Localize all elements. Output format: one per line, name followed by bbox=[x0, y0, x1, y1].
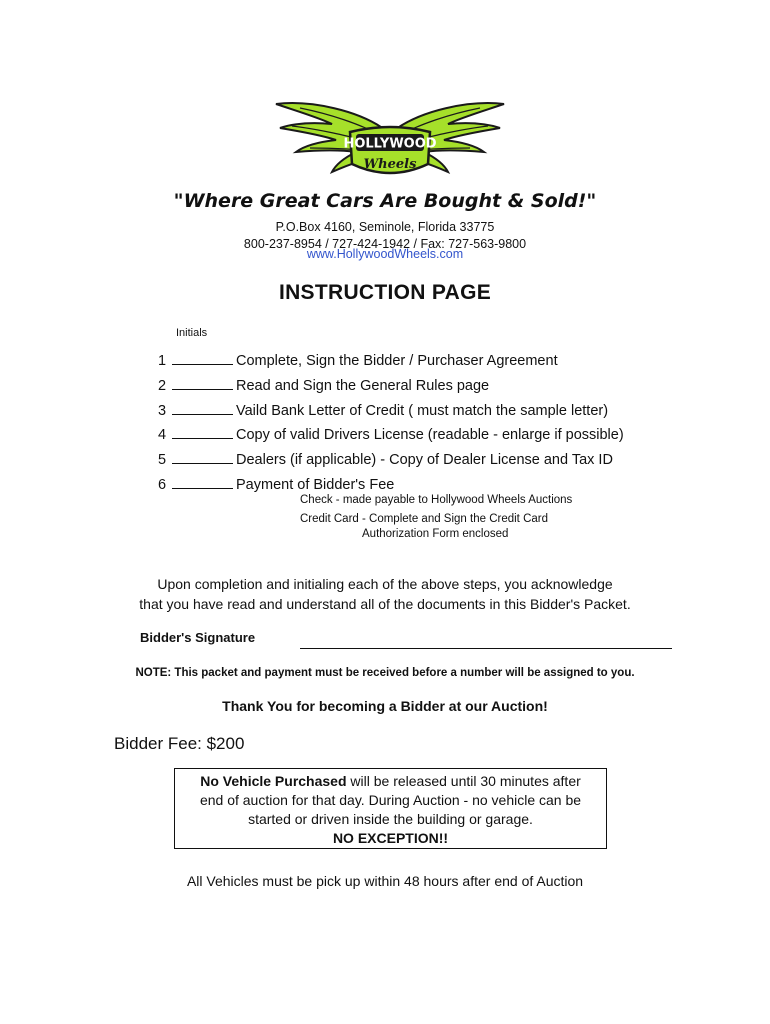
payment-option-credit-card: Credit Card - Complete and Sign the Credit Card bbox=[300, 513, 549, 525]
initials-line[interactable] bbox=[172, 474, 233, 489]
website-link[interactable]: www.HollywoodWheels.com bbox=[306, 247, 464, 261]
thank-you-text: Thank You for becoming a Bidder at our Auction! bbox=[222, 698, 548, 714]
address: P.O.Box 4160, Seminole, Florida 33775 bbox=[275, 220, 495, 234]
step-text: Dealers (if applicable) - Copy of Dealer License and Tax ID bbox=[236, 452, 613, 468]
notice-line-2: end of auction for that day. During Auction - no vehicle can be bbox=[199, 792, 582, 808]
initials-line[interactable] bbox=[172, 350, 233, 365]
step-number: 2 bbox=[158, 378, 167, 394]
notice-lead-rest: will be released until 30 minutes after bbox=[346, 773, 581, 789]
initials-label: Initials bbox=[176, 327, 208, 339]
acknowledge-line-2: that you have read and understand all of the documents in this Bidder's Packet. bbox=[139, 596, 631, 612]
phone-numbers: 800-237-8954 / 727-424-1942 / Fax: 727-563-9800 bbox=[243, 237, 527, 251]
notice-line-4: NO EXCEPTION!! bbox=[332, 830, 449, 846]
step-1 bbox=[158, 350, 558, 370]
tagline: "Where Great Cars Are Bought & Sold!" bbox=[173, 190, 597, 212]
step-text: Copy of valid Drivers License (readable - enlarge if possible) bbox=[236, 427, 624, 443]
step-number: 4 bbox=[158, 427, 167, 443]
step-number: 1 bbox=[158, 353, 167, 369]
hollywood-wheels-logo bbox=[270, 92, 510, 192]
bidder-fee: Bidder Fee: $200 bbox=[114, 734, 245, 753]
notice-bold-lead: No Vehicle Purchased bbox=[200, 773, 347, 789]
logo-text-wheels: Wheels bbox=[363, 157, 417, 172]
step-5 bbox=[158, 449, 613, 469]
step-2 bbox=[158, 375, 489, 395]
step-text: Read and Sign the General Rules page bbox=[236, 378, 490, 394]
initials-line[interactable] bbox=[172, 424, 233, 439]
step-text: Complete, Sign the Bidder / Purchaser Agreement bbox=[236, 353, 558, 369]
step-number: 6 bbox=[158, 477, 167, 493]
acknowledge-line-1: Upon completion and initialing each of the above steps, you acknowledge bbox=[157, 576, 613, 592]
signature-label: Bidder's Signature bbox=[140, 630, 256, 645]
note-text: NOTE: This packet and payment must be received before a number will be assigned to you. bbox=[135, 667, 635, 679]
step-text: Payment of Bidder's Fee bbox=[236, 477, 395, 493]
notice-line-3: started or driven inside the building or garage. bbox=[248, 811, 533, 827]
step-number: 3 bbox=[158, 403, 167, 419]
page-title: INSTRUCTION PAGE bbox=[278, 281, 492, 304]
initials-line[interactable] bbox=[172, 375, 233, 390]
vehicle-release-notice bbox=[174, 768, 607, 849]
signature-line[interactable] bbox=[300, 648, 672, 649]
notice-line-1 bbox=[175, 772, 606, 791]
step-4 bbox=[158, 424, 624, 444]
logo-text-hollywood: HOLLYWOOD bbox=[343, 136, 437, 152]
step-6 bbox=[158, 474, 394, 494]
initials-line[interactable] bbox=[172, 449, 233, 464]
pickup-notice: All Vehicles must be pick up within 48 hours after end of Auction bbox=[186, 873, 584, 889]
step-number: 5 bbox=[158, 452, 167, 468]
payment-option-credit-card-cont: Authorization Form enclosed bbox=[362, 528, 509, 540]
payment-option-check: Check - made payable to Hollywood Wheels Auctions bbox=[300, 494, 573, 506]
step-3 bbox=[158, 400, 608, 420]
step-text: Vaild Bank Letter of Credit ( must match the sample letter) bbox=[236, 403, 609, 419]
initials-line[interactable] bbox=[172, 400, 233, 415]
